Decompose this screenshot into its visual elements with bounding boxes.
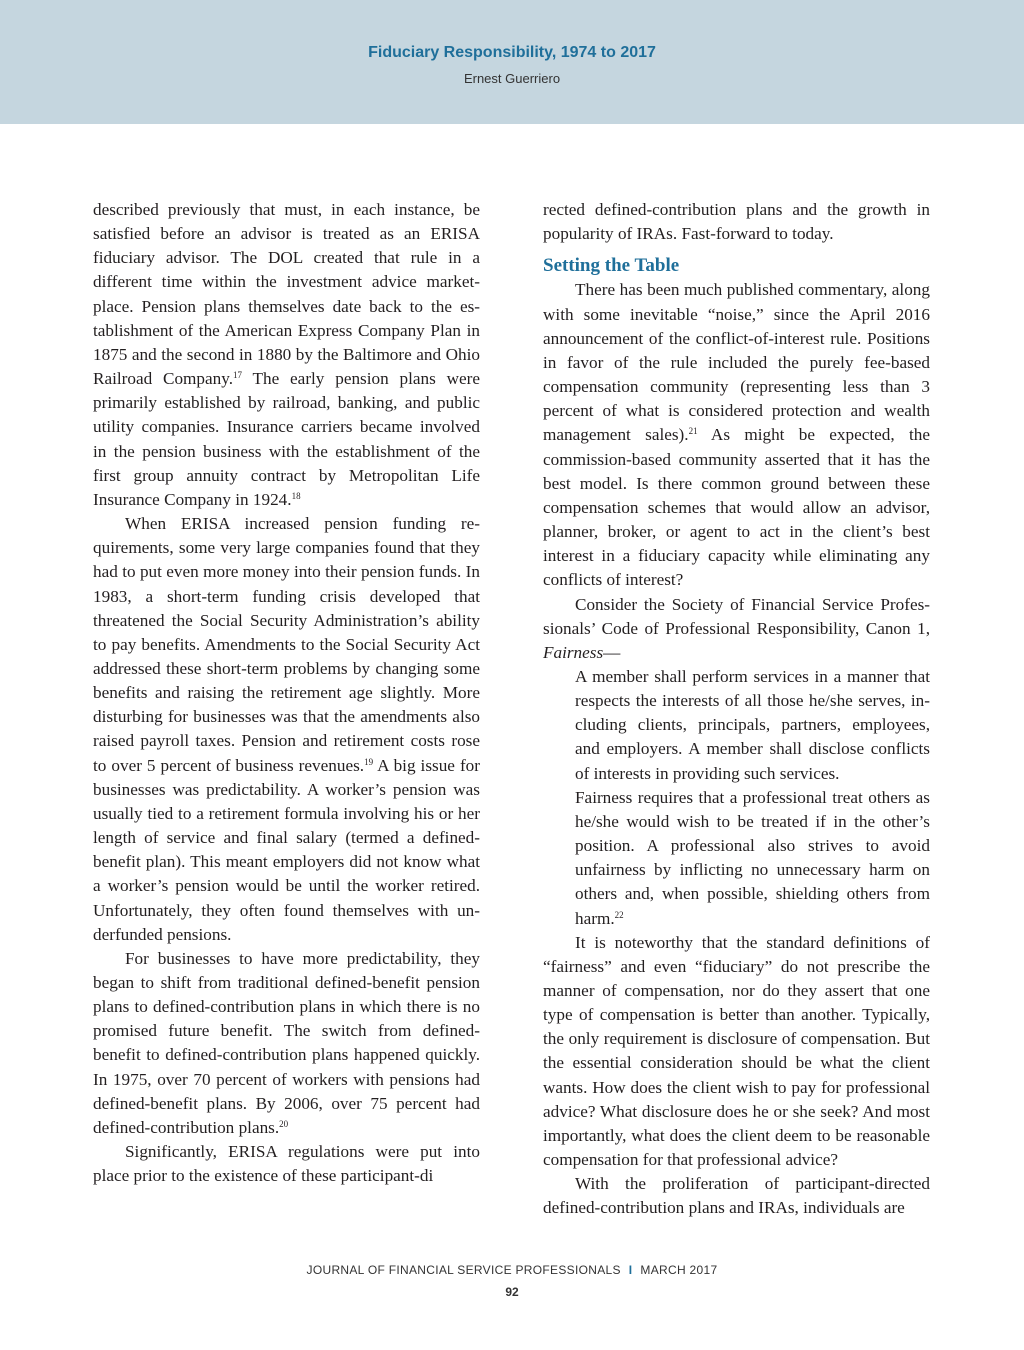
footnote-ref-21: 21 [688,426,698,437]
text-run: — [603,642,621,662]
block-quote-2 [575,786,930,931]
left-paragraph-3 [93,947,480,1140]
text-run: A big issue for businesses was predictability. A worker’s pension was usually tied to a retirement formula involving his or her length of service and final salary (termed a defined-benefit plan). This meant employers did not know what a worker’s pension would be until the worker retired. Unfortunately, they often found themselves with underfunded pensions. [93,755,480,944]
italic-term: Fairness [543,642,604,662]
right-column [543,198,930,1221]
right-paragraph-1: rected defined-contribution plans and the growth in popularity of IRAs. Fast-forward to today. [543,200,930,244]
text-run: For businesses to have more predictability, they began to shift from traditional defined-benefit pension plans to defined-contribution plans in which there is no promised future benefit. The switch from defined-benefit to defined-contribution plans happened quickly. In 1975, over 70 percent of workers with pensions had defined-benefit plans. By 2006, over 75 percent had defined-contribution plans. [93,948,480,1137]
text-run: Consider the Society of Financial Service Professionals’ Code of Professional Responsibility, Canon 1, [543,594,930,638]
section-heading: Setting the Table [543,255,680,277]
footnote-ref-17: 17 [233,370,243,381]
left-paragraph-4: Significantly, ERISA regulations were put into place prior to the existence of these participant-di [93,1142,480,1186]
article-title: Fiduciary Responsibility, 1974 to 2017 [368,44,656,61]
footnote-ref-22: 22 [614,909,624,920]
left-paragraph-1 [93,198,480,512]
text-run: As might be expected, the commission-based community asserted that it has the best model. Is there common ground between these compensation schemes that would allow an advisor, planner, broker, or agent to act in the client’s best interest in a fiduciary capacity while eliminating any conflicts of interest? [543,425,930,590]
right-paragraph-4: It is noteworthy that the standard definitions of “fairness” and even “fiduciary” do not prescribe the manner of compensation, nor do they assert that one type of compensation is better than another. Typically, the only requirement is disclosure of compensation. But the essential consideration should be what the client wants. How does the client wish to pay for professional advice? What disclosure does he or she seek? And most importantly, what does the client deem to be reasonable compensation for that professional advice? [543,932,930,1170]
left-paragraph-2 [93,512,480,947]
text-run: described previously that must, in each instance, be satisfied before an advisor is treated as an ERISA fiduciary advisor. The DOL created that rule in a different time within the investment advice marketplace. Pension plans themselves date back to the establishment of the American Express Company Plan in 1875 and the second in 1880 by the Baltimore and Ohio Railroad Company. [93,200,480,389]
text-run: There has been much published commentary, along with some inevitable “noise,” since the April 2016 announcement of the conflict-of-interest rule. Positions in favor of the rule included the purely fee-based compensation community (representing less than 3 percent of what is considered protection and wealth management sales). [543,280,930,445]
footnote-ref-20: 20 [279,1118,289,1129]
footnote-ref-19: 19 [364,756,374,767]
text-run: Fairness requires that a professional treat others as he/she would wish to be treated if in the other’s position. A professional also strives to avoid unfairness by inflicting no unnecessary harm on others and, when possible, shielding others from harm. [575,787,930,928]
running-footer [0,1263,1024,1277]
right-paragraph-2 [543,278,930,592]
right-paragraph-3 [543,593,930,665]
running-header [0,0,1024,124]
right-paragraph-5: With the proliferation of participant-directed defined-contribution plans and IRAs, individuals are [543,1174,930,1218]
article-author: Ernest Guerriero [463,71,561,86]
left-column [93,198,480,1188]
footnote-ref-18: 18 [291,490,301,501]
footer-separator: I [628,1263,633,1277]
text-run: When ERISA increased pension funding requirements, some very large companies found that they had to put even more money into their pension funds. In 1983, a short-term funding crisis developed that threatened the Social Security Administration’s ability to pay benefits. Amendments to the Social Security Act addressed these short-term problems by changing some benefits and raising the retirement age slightly. More disturbing for businesses was that the amendments also raised payroll taxes. Pension and retirement costs rose to over 5 percent of business revenues. [93,514,480,775]
block-quote-1: A member shall perform services in a manner that respects the interests of all those he/she serves, including clients, principals, partners, employees, and employers. A member shall disclose conflicts of interests in providing such services. [575,666,930,783]
text-run: The early pension plans were primarily established by railroad, banking, and public utility companies. Insurance carriers became involved in the pension business with the establishment of the first group annuity contract by Metropolitan Life Insurance Company in 1924. [93,369,480,509]
page-number: 92 [505,1285,519,1299]
journal-name: JOURNAL OF FINANCIAL SERVICE PROFESSIONALS [306,1263,621,1277]
issue-date: MARCH 2017 [640,1263,718,1277]
